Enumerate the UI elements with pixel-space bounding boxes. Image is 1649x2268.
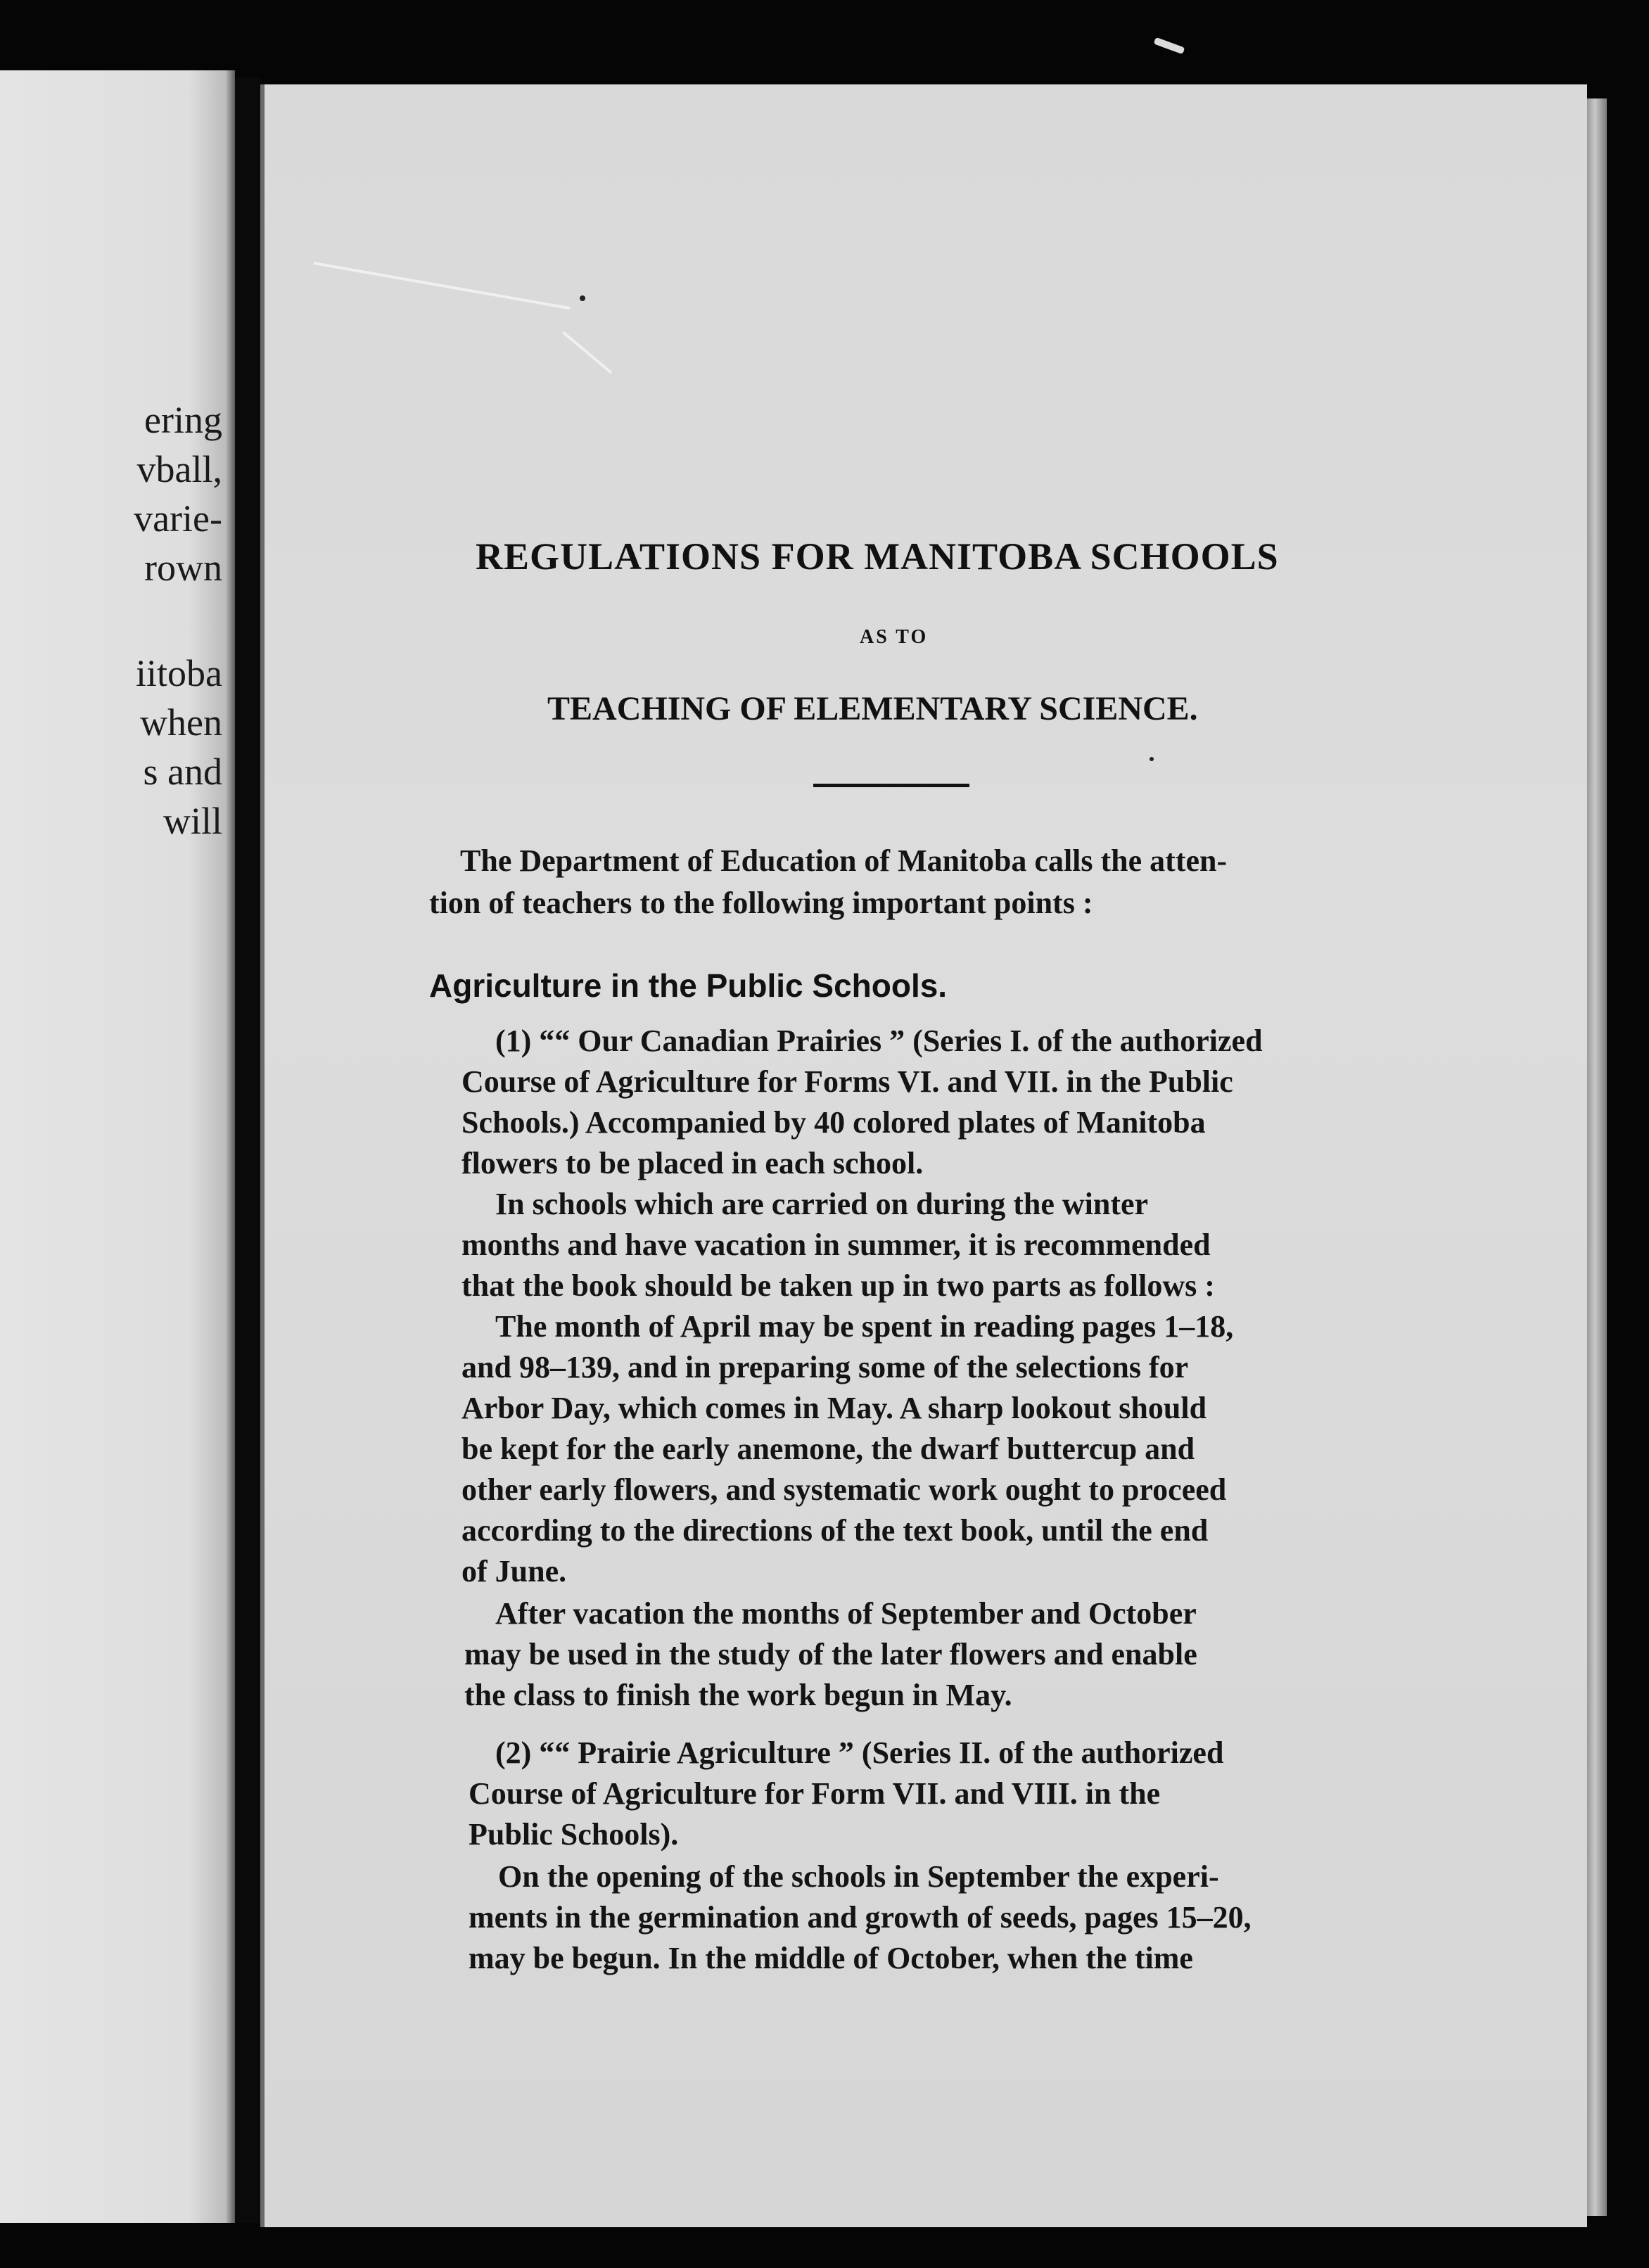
body-line: Course of Agriculture for Forms VI. and VII. in the Public bbox=[461, 1064, 1233, 1099]
body-line: In schools which are carried on during the winter bbox=[495, 1187, 1149, 1221]
title-connector: AS TO bbox=[860, 626, 929, 648]
previous-page-fragment bbox=[0, 70, 235, 2223]
scan-artifact bbox=[1154, 37, 1185, 54]
left-page-line: iitoba bbox=[136, 652, 222, 694]
ink-speck bbox=[1150, 757, 1154, 761]
body-line: the class to finish the work begun in May. bbox=[464, 1678, 1012, 1712]
left-page-line: will bbox=[163, 800, 222, 842]
left-page-line: s and bbox=[143, 751, 222, 793]
body-line: flowers to be placed in each school. bbox=[461, 1146, 924, 1180]
title-rule bbox=[813, 784, 969, 787]
page-edge bbox=[1587, 98, 1607, 2216]
intro-line: The Department of Education of Manitoba calls the atten- bbox=[460, 843, 1228, 878]
body-line: months and have vacation in summer, it is recommended bbox=[461, 1228, 1211, 1262]
left-page-line: varie- bbox=[134, 497, 222, 540]
section-heading: Agriculture in the Public Schools. bbox=[429, 967, 948, 1004]
body-line: Arbor Day, which comes in May. A sharp lookout should bbox=[461, 1391, 1207, 1425]
body-line: according to the directions of the text book, until the end bbox=[461, 1513, 1209, 1548]
body-line: that the book should be taken up in two parts as follows : bbox=[461, 1268, 1215, 1303]
body-line: (1) ““ Our Canadian Prairies ” (Series I. of the authorized bbox=[495, 1024, 1263, 1058]
body-line: ments in the germination and growth of seeds, pages 15–20, bbox=[469, 1900, 1252, 1935]
ink-speck bbox=[580, 295, 585, 301]
intro-line: tion of teachers to the following important points : bbox=[429, 886, 1093, 920]
body-line: (2) ““ Prairie Agriculture ” (Series II. of the authorized bbox=[495, 1735, 1224, 1770]
body-line: On the opening of the schools in September the experi- bbox=[498, 1859, 1219, 1894]
body-line: Course of Agriculture for Form VII. and VIII. in the bbox=[469, 1776, 1161, 1811]
book-gutter bbox=[235, 77, 260, 2223]
left-page-line: ering bbox=[144, 399, 222, 441]
left-page-line: rown bbox=[144, 547, 222, 589]
body-line: and 98–139, and in preparing some of the selections for bbox=[461, 1350, 1189, 1384]
body-line: be kept for the early anemone, the dwarf buttercup and bbox=[461, 1432, 1195, 1466]
body-line: of June. bbox=[461, 1554, 567, 1588]
page-title: REGULATIONS FOR MANITOBA SCHOOLS bbox=[476, 535, 1279, 578]
left-page-line: vball, bbox=[136, 448, 222, 490]
body-line: Public Schools). bbox=[469, 1817, 679, 1852]
body-line: Schools.) Accompanied by 40 colored plates of Manitoba bbox=[461, 1105, 1206, 1140]
body-line: The month of April may be spent in reading pages 1–18, bbox=[495, 1309, 1234, 1344]
body-line: other early flowers, and systematic work ought to proceed bbox=[461, 1472, 1227, 1507]
body-line: After vacation the months of September and October bbox=[495, 1596, 1197, 1631]
page-subtitle: TEACHING OF ELEMENTARY SCIENCE. bbox=[547, 690, 1198, 727]
body-line: may be begun. In the middle of October, when the time bbox=[469, 1941, 1193, 1975]
left-page-line: when bbox=[140, 701, 222, 744]
body-line: may be used in the study of the later flowers and enable bbox=[464, 1637, 1197, 1671]
